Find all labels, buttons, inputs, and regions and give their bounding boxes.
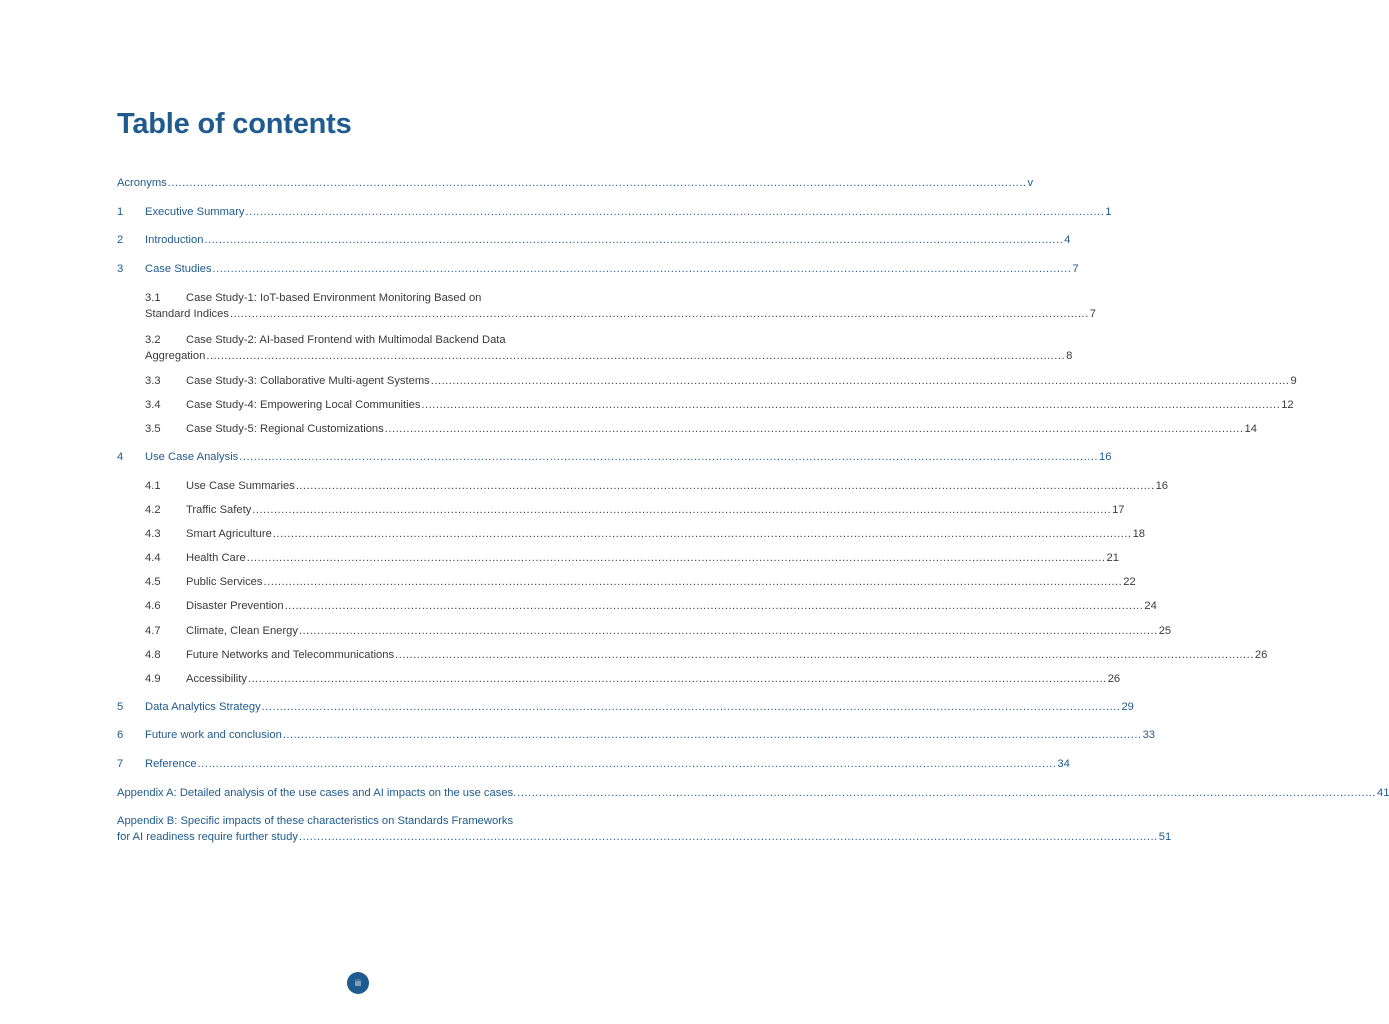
toc-page-number: 18 <box>1132 528 1146 540</box>
toc-page-number: 41 <box>1377 787 1389 799</box>
toc-entry-text: Disaster Prevention <box>186 600 284 612</box>
toc-entry-smart-agriculture[interactable] <box>117 526 1146 542</box>
toc-page-number: 9 <box>1290 375 1297 387</box>
toc-entry-case-studies[interactable] <box>117 261 1079 277</box>
toc-page-number: 34 <box>1057 758 1070 770</box>
dot-leader <box>517 785 1376 801</box>
toc-entry-use-case-analysis[interactable] <box>117 449 1112 465</box>
toc-entry-text: Appendix B: Specific impacts of these characteristics on Standards Frameworks <box>117 815 514 827</box>
toc-section-number: 5 <box>117 701 124 713</box>
toc-section-number: 3 <box>117 263 124 275</box>
toc-entry-traffic-safety[interactable] <box>117 502 1125 518</box>
toc-section-number: 3.5 <box>145 423 161 435</box>
toc-entry-text-continued: Standard Indices <box>145 308 229 320</box>
toc-entry-data-analytics-strategy[interactable] <box>117 699 1134 715</box>
dot-leader <box>239 449 1098 465</box>
toc-page-number: 24 <box>1144 600 1157 612</box>
toc-page-number: 12 <box>1281 399 1294 411</box>
toc-entry-climate-clean-energy[interactable] <box>117 623 1172 639</box>
toc-entry-reference[interactable] <box>117 756 1070 772</box>
dot-leader <box>245 204 1104 220</box>
toc-entry-text: Use Case Summaries <box>186 480 295 492</box>
toc-entry-text: Use Case Analysis <box>145 451 239 463</box>
toc-section-number: 7 <box>117 758 124 770</box>
toc-entry-case-study-3[interactable] <box>117 373 1297 389</box>
toc-entry-public-services[interactable] <box>117 574 1136 590</box>
toc-entry-health-care[interactable] <box>117 550 1119 566</box>
toc-page-number: 16 <box>1155 480 1169 492</box>
toc-entry-text: Smart Agriculture <box>186 528 272 540</box>
toc-section-number: 4.1 <box>145 480 161 492</box>
dot-leader <box>247 550 1106 566</box>
toc-section-number: 4.4 <box>145 552 161 564</box>
toc-entry-text: Future work and conclusion <box>145 729 282 741</box>
toc-page-number: 25 <box>1158 625 1172 637</box>
toc-entry-text: Introduction <box>145 234 204 246</box>
dot-leader <box>168 175 1027 191</box>
toc-entry-text: Executive Summary <box>145 206 245 218</box>
toc-section-number: 4.7 <box>145 625 161 637</box>
dot-leader <box>252 502 1111 518</box>
toc-entry-case-study-2[interactable] <box>117 332 1073 364</box>
toc-entry-text: Data Analytics Strategy <box>145 701 261 713</box>
toc-entry-appendix-b[interactable] <box>117 813 1172 845</box>
page-title: Table of contents <box>117 108 352 140</box>
toc-entry-accessibility[interactable] <box>117 671 1121 687</box>
page-number-badge: iii <box>347 972 369 994</box>
toc-entry-case-study-5[interactable] <box>117 421 1257 437</box>
dot-leader <box>285 598 1144 614</box>
toc-page-number: 26 <box>1107 673 1121 685</box>
dot-leader <box>273 526 1132 542</box>
toc-entry-text: Case Study-2: AI-based Frontend with Multimodal Backend Data <box>186 334 506 346</box>
toc-entry-disaster-prevention[interactable] <box>117 598 1157 614</box>
toc-page-number: 51 <box>1158 831 1172 843</box>
toc-page-number: 33 <box>1142 729 1156 741</box>
toc-entry-text: Accessibility <box>186 673 247 685</box>
toc-entry-appendix-a[interactable] <box>117 785 1389 801</box>
toc-section-number: 2 <box>117 234 124 246</box>
toc-page-number: 26 <box>1254 649 1268 661</box>
toc-section-number: 4.8 <box>145 649 161 661</box>
toc-section-number: 4 <box>117 451 124 463</box>
toc-entry-acronyms[interactable] <box>117 175 1034 191</box>
toc-entry-text: Health Care <box>186 552 246 564</box>
dot-leader <box>248 671 1107 687</box>
toc-section-number: 3.3 <box>145 375 161 387</box>
toc-entry-text: Future Networks and Telecommunications <box>186 649 395 661</box>
toc-entry-use-case-summaries[interactable] <box>117 478 1169 494</box>
toc-section-number: 4.2 <box>145 504 161 516</box>
dot-leader <box>204 232 1063 248</box>
toc-entry-text: Case Study-1: IoT-based Environment Monitoring Based on <box>186 292 482 304</box>
toc-page-number: 17 <box>1112 504 1125 516</box>
toc-page-number: 8 <box>1066 350 1073 362</box>
toc-page-number: 14 <box>1244 423 1257 435</box>
toc-section-number: 1 <box>117 206 124 218</box>
dot-leader <box>299 623 1158 639</box>
toc-page-number: 7 <box>1089 308 1096 320</box>
toc-entry-text-continued: Aggregation <box>145 350 206 362</box>
toc-entry-executive-summary[interactable] <box>117 204 1112 220</box>
dot-leader <box>198 756 1057 772</box>
toc-section-number: 3.1 <box>145 292 161 304</box>
toc-entry-text: Public Services <box>186 576 263 588</box>
toc-section-number: 3.4 <box>145 399 161 411</box>
toc-page-number: 29 <box>1121 701 1134 713</box>
dot-leader <box>385 421 1244 437</box>
toc-section-number: 4.6 <box>145 600 161 612</box>
toc-entry-future-networks[interactable] <box>117 647 1268 663</box>
dot-leader <box>206 348 1065 364</box>
toc-page-number: 4 <box>1064 234 1071 246</box>
toc-section-number: 4.5 <box>145 576 161 588</box>
toc-entry-case-study-4[interactable] <box>117 397 1294 413</box>
dot-leader <box>283 727 1142 743</box>
dot-leader <box>230 306 1089 322</box>
toc-page-number: 16 <box>1099 451 1112 463</box>
toc-entry-text: Climate, Clean Energy <box>186 625 298 637</box>
toc-section-number: 4.3 <box>145 528 161 540</box>
toc-page-number: v <box>1027 177 1034 189</box>
toc-entry-future-work[interactable] <box>117 727 1156 743</box>
dot-leader <box>263 574 1122 590</box>
dot-leader <box>296 478 1155 494</box>
toc-entry-introduction[interactable] <box>117 232 1071 248</box>
toc-entry-text: Case Studies <box>145 263 212 275</box>
dot-leader <box>431 373 1290 389</box>
toc-page-number: 22 <box>1123 576 1136 588</box>
toc-entry-case-study-1[interactable] <box>117 290 1096 322</box>
toc-section-number: 4.9 <box>145 673 161 685</box>
dot-leader <box>262 699 1121 715</box>
toc-entry-text: Acronyms <box>117 177 167 189</box>
toc-entry-text: Appendix A: Detailed analysis of the use cases and AI impacts on the use cases. <box>117 787 517 799</box>
toc-entry-text-continued: for AI readiness require further study <box>117 831 298 843</box>
dot-leader <box>395 647 1254 663</box>
toc-entry-text: Reference <box>145 758 197 770</box>
toc-page-number: 7 <box>1072 263 1079 275</box>
toc-page-number: 1 <box>1105 206 1112 218</box>
dot-leader <box>421 397 1280 413</box>
dot-leader <box>213 261 1072 277</box>
dot-leader <box>299 829 1158 845</box>
toc-section-number: 3.2 <box>145 334 161 346</box>
toc-entry-text: Case Study-4: Empowering Local Communities <box>186 399 421 411</box>
toc-page-number: 21 <box>1106 552 1119 564</box>
toc-entry-text: Case Study-3: Collaborative Multi-agent Systems <box>186 375 430 387</box>
toc-entry-text: Case Study-5: Regional Customizations <box>186 423 384 435</box>
toc-section-number: 6 <box>117 729 124 741</box>
toc-entry-text: Traffic Safety <box>186 504 252 516</box>
